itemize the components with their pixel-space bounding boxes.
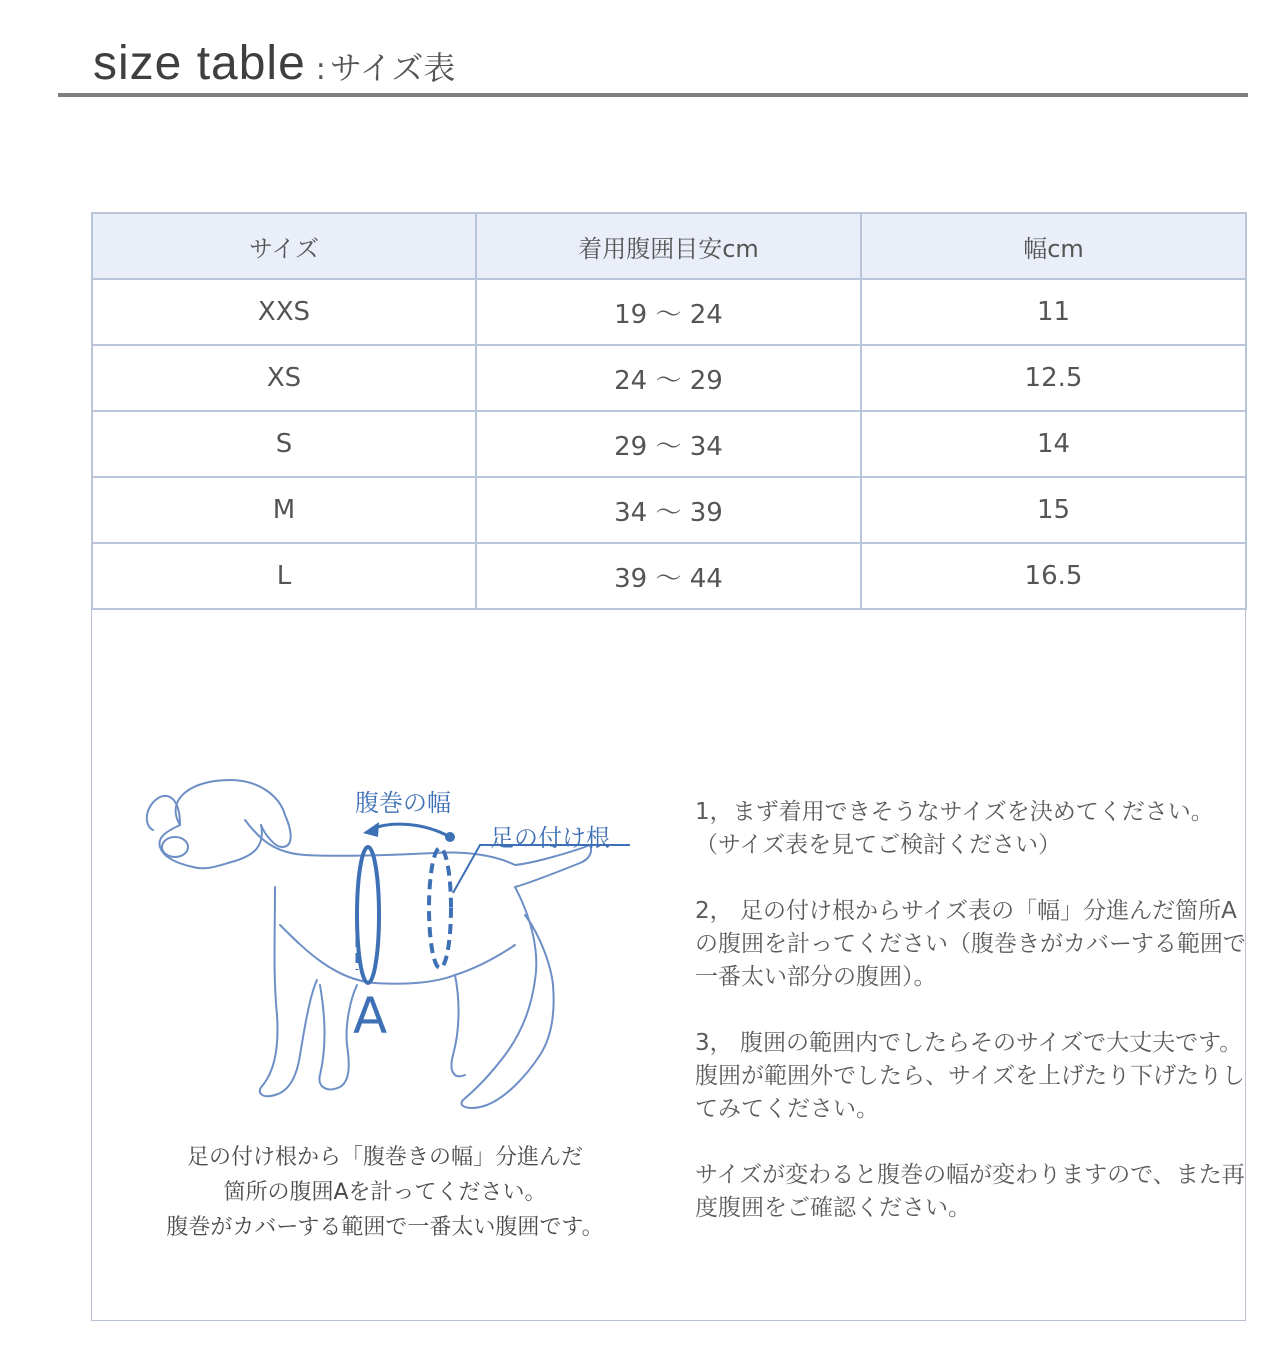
cell-waist: 24 〜 29 [476, 345, 861, 411]
dog-back-leg [462, 887, 554, 1108]
dog-belly-outline [280, 925, 515, 984]
header-width: 幅cm [861, 213, 1246, 279]
dog-back-leg-2 [452, 975, 466, 1076]
dog-front-leg-2 [319, 985, 357, 1089]
instruction-step-3: 3， 腹囲の範囲内でしたらそのサイズで大丈夫です。 腹囲が範囲外でしたら、サイズを上げたり下げたりしてみてください。 [695, 1030, 1246, 1122]
title-english: size table [93, 37, 306, 90]
table-row [92, 279, 1246, 345]
dog-measurement-diagram [135, 775, 645, 1120]
cell-waist: 39 〜 44 [476, 543, 861, 609]
dog-nose [162, 837, 188, 857]
arrow-tail-dot [445, 832, 455, 842]
table-row [92, 477, 1246, 543]
cell-size: XXS [92, 279, 476, 345]
label-point-a: A [353, 987, 388, 1045]
table-row [92, 345, 1246, 411]
band-ring-leg [429, 848, 451, 968]
page-title [93, 36, 455, 91]
cell-width: 14 [861, 411, 1246, 477]
title-japanese: サイズ表 [329, 49, 456, 87]
label-band-width: 腹巻の幅 [355, 789, 451, 817]
cell-size: XS [92, 345, 476, 411]
cell-width: 12.5 [861, 345, 1246, 411]
diagram-caption [100, 1140, 670, 1245]
header-size: サイズ [92, 213, 476, 279]
cell-width: 15 [861, 477, 1246, 543]
table-row [92, 411, 1246, 477]
header-waist: 着用腹囲目安cm [476, 213, 861, 279]
width-arrow [370, 824, 450, 837]
caption-line: 腹巻がカバーする範囲で一番太い腹囲です。 [166, 1215, 604, 1240]
cell-width: 11 [861, 279, 1246, 345]
instruction-step-2: 2， 足の付け根からサイズ表の「幅」分進んだ箇所Aの腹囲を計ってください（腹巻きがカバーする範囲で一番太い部分の腹囲）。 [695, 898, 1246, 990]
instruction-step-1: 1，まず着用できそうなサイズを決めてください。（サイズ表を見てご検討ください） [695, 799, 1214, 858]
dog-front-leg [260, 887, 317, 1096]
table-row [92, 543, 1246, 609]
arrow-head-icon [363, 822, 379, 837]
cell-size: L [92, 543, 476, 609]
label-leg-base: 足の付け根 [490, 824, 610, 852]
band-ring-a [357, 847, 379, 983]
caption-line: 足の付け根から「腹巻きの幅」分進んだ [186, 1145, 583, 1170]
cell-waist: 19 〜 24 [476, 279, 861, 345]
title-divider [58, 93, 1248, 97]
cell-width: 16.5 [861, 543, 1246, 609]
table-header-row [92, 213, 1246, 279]
caption-line: 箇所の腹囲Aを計ってください。 [223, 1180, 547, 1205]
cell-size: M [92, 477, 476, 543]
measurement-instructions [695, 796, 1247, 1258]
title-separator: : [315, 52, 326, 87]
cell-waist: 29 〜 34 [476, 411, 861, 477]
cell-size: S [92, 411, 476, 477]
size-table [91, 212, 1247, 610]
instruction-note: サイズが変わると腹巻の幅が変わりますので、また再度腹囲をご確認ください。 [695, 1162, 1245, 1221]
cell-waist: 34 〜 39 [476, 477, 861, 543]
